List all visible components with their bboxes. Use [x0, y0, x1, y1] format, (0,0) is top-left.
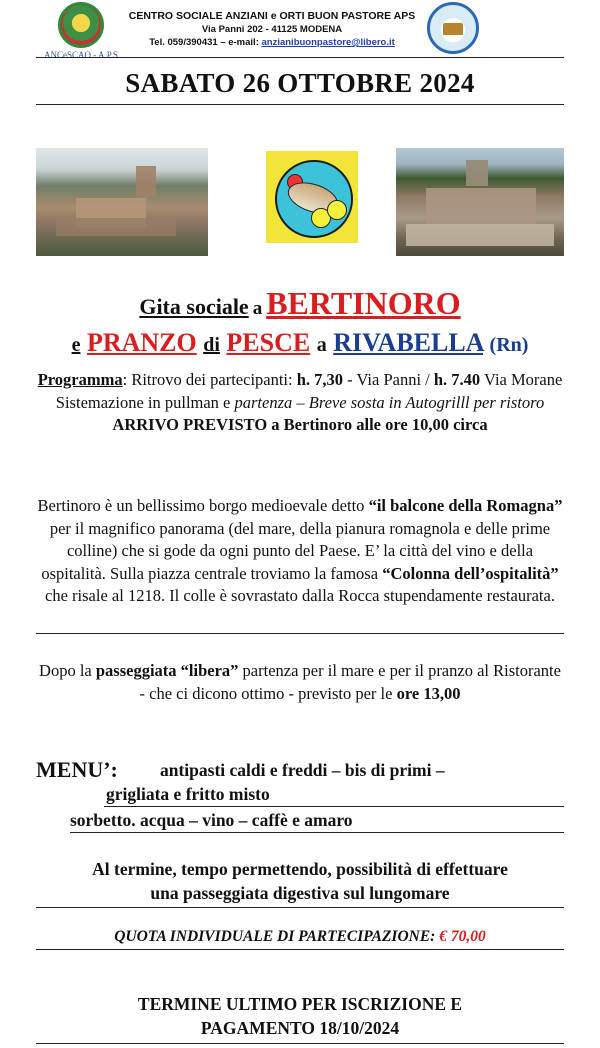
bertinoro-aerial-photo	[36, 148, 208, 256]
quota-divider	[36, 949, 564, 950]
lemon-slice-icon	[327, 200, 347, 220]
menu-line-2: grigliata e fritto misto	[106, 784, 270, 804]
dopo-libera: “libera”	[180, 661, 239, 680]
dopo-section	[36, 660, 564, 705]
contact-prefix: Tel. 059/390431 – e-mail:	[149, 37, 262, 48]
trip-title	[0, 285, 600, 322]
organization-name: CENTRO SOCIALE ANZIANI e ORTI BUON PASTORE APS	[128, 10, 416, 22]
menu-divider-1	[104, 806, 564, 807]
programma-location2: Via Morane	[480, 370, 563, 389]
dopo-line	[36, 660, 564, 683]
quota-line	[0, 928, 600, 946]
description-part2: per il magnifico panorama (del mare, della pianura romagnola e delle prime colline) che si gode da ogni punto del Paese. E’ la città del vino e della ospitalità. Sulla piazza centrale troviamo la famosa	[41, 518, 551, 583]
programma-sep: - Via Panni /	[343, 370, 434, 389]
centro-seal-icon	[427, 2, 479, 54]
description-part1: Bertinoro è un bellissimo borgo medioevale detto	[37, 496, 369, 515]
dopo-ore: ore 13,00	[396, 683, 461, 703]
ancescao-logo	[44, 2, 121, 60]
lunch-title-province: (Rn)	[489, 334, 529, 356]
lunch-title-e: e	[71, 334, 81, 356]
dopo-part3: - che ci dicono ottimo - previsto per le	[139, 683, 397, 703]
ancescao-logo-caption: ANCeSCAO - A.P.S.	[44, 50, 121, 60]
arrivo-line: ARRIVO PREVISTO a Bertinoro alle ore 10,00 circa	[112, 415, 488, 434]
bottom-divider	[36, 1043, 564, 1044]
bertinoro-description	[36, 495, 564, 608]
menu-line-3: sorbetto. acqua – vino – caffè e amaro	[70, 810, 353, 830]
deadline-line-2: PAGAMENTO 18/10/2024	[200, 1018, 400, 1038]
organization-contact	[112, 37, 432, 48]
sistemazione-text: Sistemazione in pullman e	[55, 392, 235, 412]
ancescao-emblem-icon	[58, 2, 104, 48]
lunch-title	[0, 328, 600, 358]
menu-line-1: antipasti caldi e freddi – bis di primi –	[160, 760, 445, 780]
description-balcone: “il balcone della Romagna”	[368, 496, 563, 515]
building-icon	[443, 23, 463, 35]
trip-destination: BERTINORO	[266, 285, 461, 321]
lunch-title-pesce: PESCE	[226, 328, 311, 357]
note-divider	[36, 907, 564, 908]
menu-divider-2	[70, 832, 564, 833]
plate-icon	[275, 160, 353, 238]
programma-ritrovo: : Ritrovo dei partecipanti:	[122, 370, 297, 389]
dopo-part1: Dopo la	[39, 661, 96, 680]
programma-section	[36, 369, 564, 437]
email-link[interactable]: anzianibuonpastore@libero.it	[261, 37, 395, 48]
lungomare-note	[36, 857, 564, 905]
dopo-part2: partenza per il mare e per il pranzo al Ristorante	[238, 661, 561, 680]
dopo-time-line	[36, 683, 564, 706]
organization-header	[112, 10, 432, 48]
lunch-title-a: a	[316, 334, 327, 356]
lungomare-line-1: Al termine, tempo permettendo, possibilità di effettuare	[92, 859, 508, 879]
trip-title-a: a	[252, 298, 263, 319]
programma-line	[36, 369, 564, 392]
sistemazione-line	[36, 392, 564, 415]
dopo-passeggiata: passeggiata	[95, 661, 177, 680]
lunch-title-di: di	[203, 334, 220, 356]
programma-time2: h. 7.40	[433, 370, 481, 389]
description-part3: che risale al 1218. Il colle è sovrastato dalla Rocca stupendamente restaurata.	[45, 586, 555, 605]
organization-address: Via Panni 202 - 41125 MODENA	[201, 24, 343, 35]
quota-label: QUOTA INDIVIDUALE DI PARTECIPAZIONE:	[114, 928, 440, 945]
partenza-text: partenza – Breve sosta in Autogrilll per ristoro	[234, 392, 545, 412]
centro-buon-pastore-logo	[427, 2, 481, 48]
event-date: SABATO 26 OTTOBRE 2024	[125, 68, 475, 98]
trip-title-gita: Gita sociale	[139, 294, 249, 319]
bertinoro-piazza-photo	[396, 148, 564, 256]
programma-label: Programma	[37, 370, 123, 389]
lunch-title-place: RIVABELLA	[333, 328, 484, 357]
date-divider	[36, 104, 564, 105]
registration-deadline	[0, 992, 600, 1040]
description-divider	[36, 633, 564, 634]
menu-label: MENU’:	[36, 757, 118, 782]
fish-dish-illustration	[266, 151, 358, 243]
programma-time1: h. 7,30	[296, 370, 344, 389]
deadline-line-1: TERMINE ULTIMO PER ISCRIZIONE E	[137, 994, 463, 1014]
description-colonna: “Colonna dell’ospitalità”	[382, 563, 559, 583]
lungomare-line-2: una passeggiata digestiva sul lungomare	[150, 883, 450, 903]
quota-price: € 70,00	[439, 928, 486, 945]
header-divider	[36, 57, 564, 58]
lunch-title-pranzo: PRANZO	[86, 328, 197, 357]
